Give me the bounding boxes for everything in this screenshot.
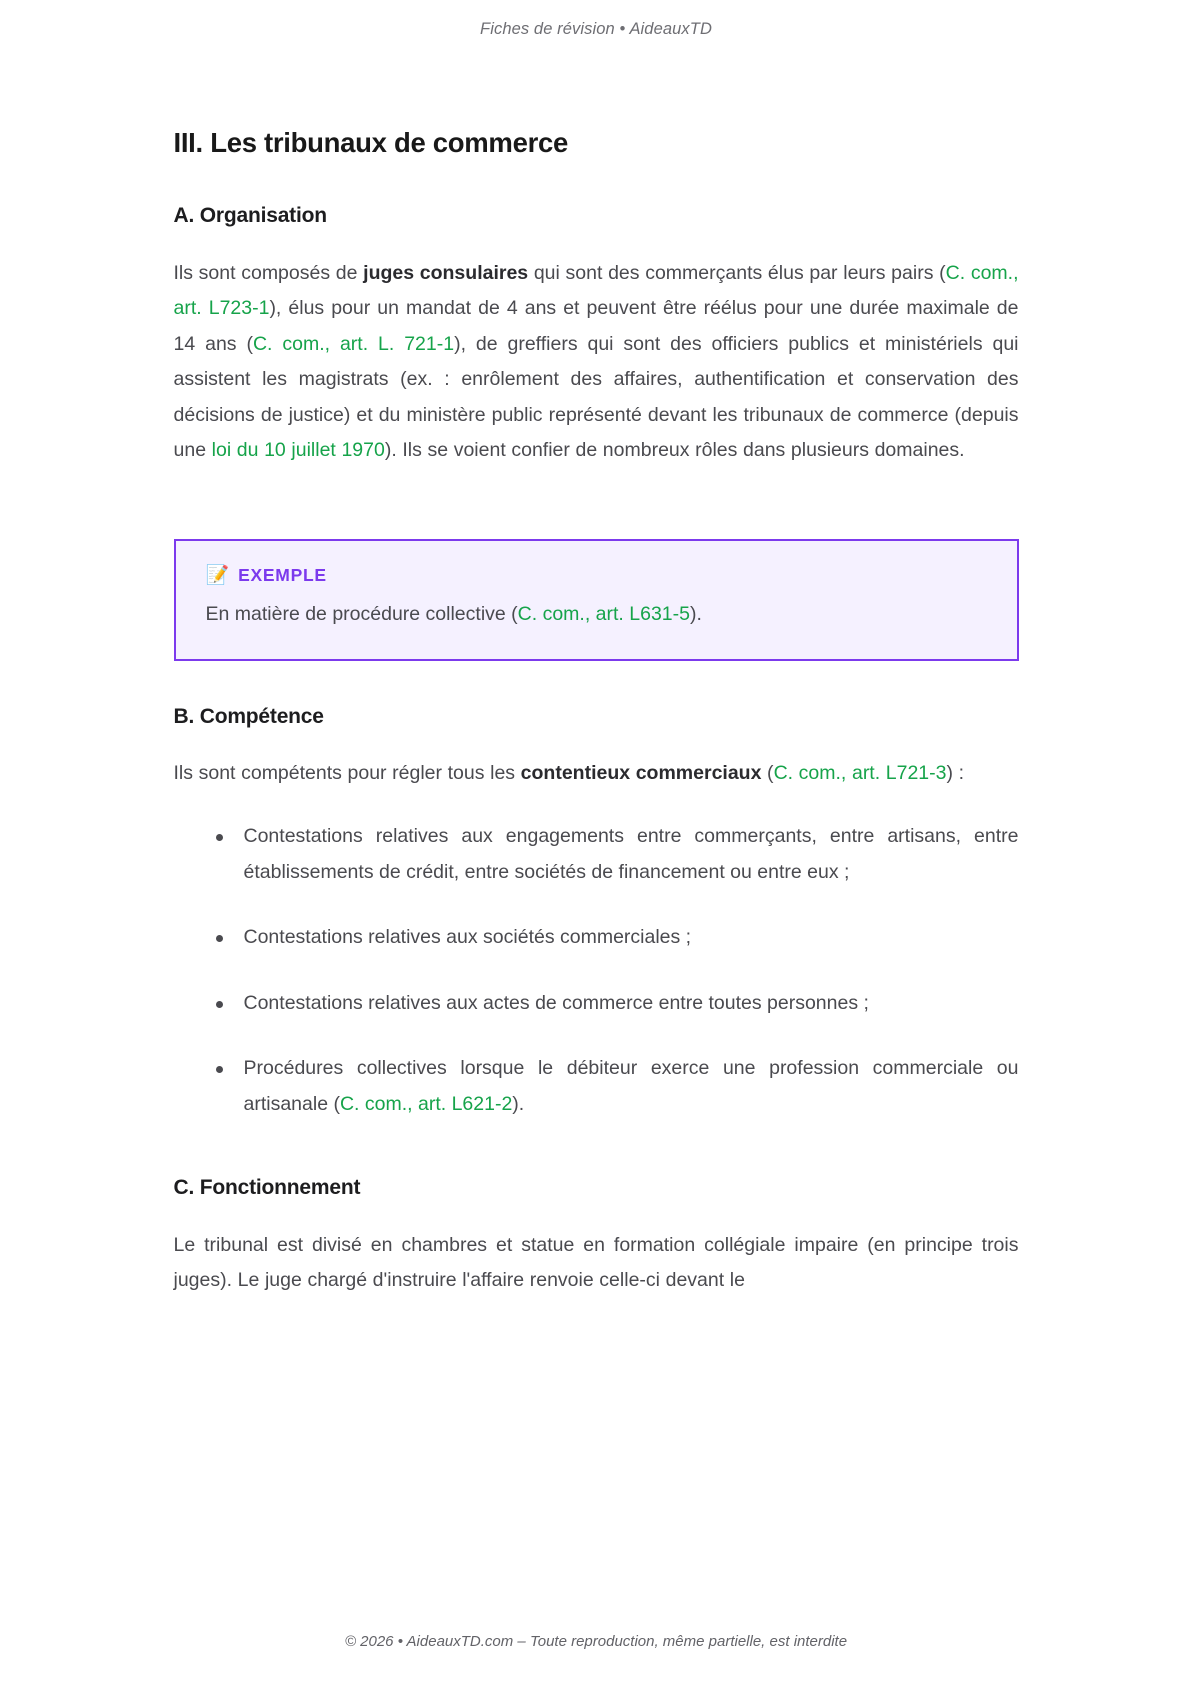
running-header: Fiches de révision • AideauxTD (480, 20, 712, 38)
list-item: Contestations relatives aux actes de commerce entre toutes personnes ; (174, 986, 1019, 1022)
memo-icon: 📝 (205, 564, 230, 586)
text-fragment: Procédures collectives lorsque le débiteur exerce une profession commerciale ou artisanale ( (243, 1057, 1019, 1115)
page-title: III. Les tribunaux de commerce (173, 127, 568, 158)
subsection-heading-fonctionnement: C. Fonctionnement (173, 1176, 361, 1200)
text-fragment: ). (512, 1092, 525, 1115)
text-fragment: Ils sont compétents pour régler tous les (173, 761, 521, 784)
paragraph-organisation (174, 256, 1019, 469)
text-fragment: ). (689, 602, 702, 625)
text-fragment: Ils sont composés de (173, 261, 364, 284)
text-fragment: ), élus pour un mandat de 4 ans et peuvent être réélus pour une durée maximale de 14 ans ( (173, 297, 1019, 355)
legal-citation: C. com., art. L631-5 (517, 602, 690, 625)
list-item: Contestations relatives aux engagements entre commerçants, entre artisans, entre établissements de crédit, entre sociétés de financement ou entre eux ; (174, 819, 1019, 890)
document-content (174, 40, 1019, 1613)
paragraph-fonctionnement: Le tribunal est divisé en chambres et statue en formation collégiale impaire (en principe trois juges). Le juge chargé d'instruire l'affaire renvoie celle-ci devant le (173, 1233, 1019, 1292)
text-fragment: qui sont des commerçants élus par leurs pairs ( (528, 261, 946, 284)
running-footer: © 2026 • AideauxTD.com – Toute reproduction, même partielle, est interdite (344, 1633, 848, 1650)
text-fragment: ) : (946, 761, 965, 784)
text-fragment: ( (761, 761, 774, 784)
list-item (174, 1051, 1019, 1122)
competence-bullet-list (174, 819, 1019, 1122)
list-item: Contestations relatives aux sociétés commerciales ; (174, 920, 1019, 956)
callout-header (206, 565, 987, 586)
text-fragment: En matière de procédure collective ( (205, 602, 518, 625)
spacer (174, 1122, 1019, 1140)
bold-term-contentieux-commerciaux: contentieux commerciaux (520, 761, 762, 784)
callout-label: EXEMPLE (238, 564, 327, 585)
subsection-heading-organisation: A. Organisation (173, 204, 327, 228)
legal-citation: C. com., art. L723-1 (173, 261, 1019, 320)
text-fragment: ). Ils se voient confier de nombreux rôles dans plusieurs domaines. (384, 439, 965, 462)
legal-citation: C. com., art. L721-3 (773, 761, 947, 784)
legal-citation: C. com., art. L621-2 (339, 1092, 513, 1115)
paragraph-competence-intro (174, 756, 1019, 792)
example-callout (174, 539, 1019, 661)
law-reference-link: loi du 10 juillet 1970 (211, 439, 385, 462)
bold-term-juges-consulaires: juges consulaires (363, 261, 529, 284)
text-fragment: ), de greffiers qui sont des officiers publics et ministériels qui assistent les magistrats (ex. : enrôlement des affaires, authentification et conservation des décisions de justice) et du ministère public représenté devant les tribunaux de commerce (depuis une (173, 332, 1019, 462)
callout-body (206, 598, 987, 631)
subsection-heading-competence: B. Compétence (173, 704, 324, 728)
legal-citation: C. com., art. L. 721-1 (252, 332, 455, 355)
